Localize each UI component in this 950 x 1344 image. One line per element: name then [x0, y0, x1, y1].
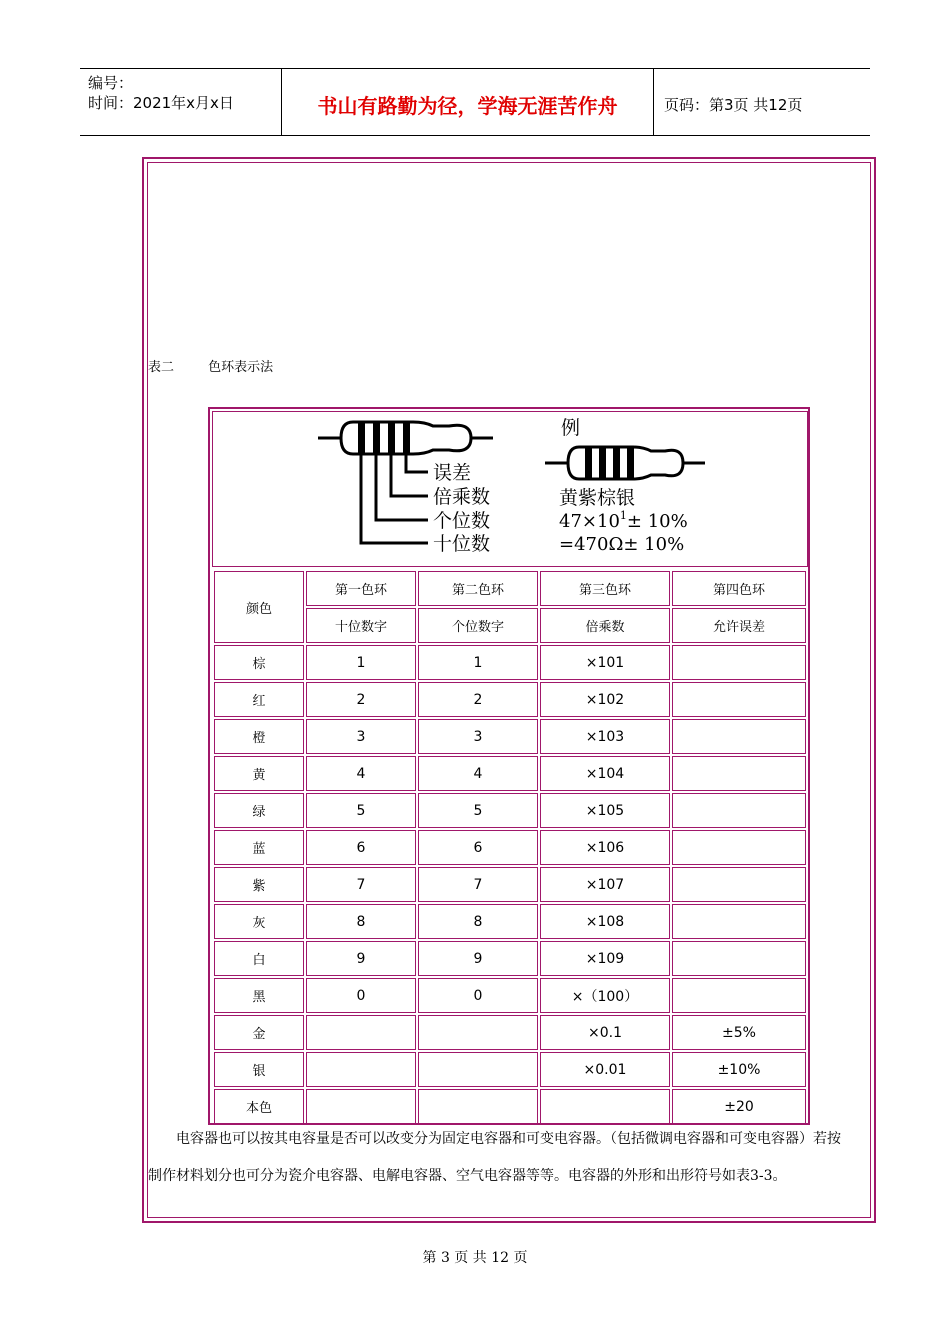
motto: 书山有路勤为径，学海无涯苦作舟 — [282, 69, 654, 135]
cell-units: 3 — [418, 719, 538, 754]
page-header — [80, 68, 870, 136]
table-row — [214, 1052, 806, 1087]
cell-multiplier: ×106 — [540, 830, 670, 865]
example-result: =470Ω± 10% — [559, 534, 685, 555]
cell-color: 白 — [214, 941, 304, 976]
header-left-cell — [80, 69, 282, 135]
cell-tolerance — [672, 756, 806, 791]
cell-color: 银 — [214, 1052, 304, 1087]
cell-units — [418, 1089, 538, 1124]
table-row — [214, 645, 806, 680]
cell-tens: 0 — [306, 978, 416, 1013]
cell-units — [418, 1015, 538, 1050]
cell-tens: 6 — [306, 830, 416, 865]
cell-tolerance — [672, 941, 806, 976]
cell-multiplier: ×104 — [540, 756, 670, 791]
cell-tolerance — [672, 830, 806, 865]
cell-tens: 2 — [306, 682, 416, 717]
header-band-2: 第二色环 — [418, 571, 538, 606]
cell-multiplier: ×101 — [540, 645, 670, 680]
table-title: 色环表示法 — [208, 360, 274, 375]
table-row — [214, 793, 806, 828]
cell-tolerance — [672, 904, 806, 939]
header-band-1: 第一色环 — [306, 571, 416, 606]
cell-tens: 9 — [306, 941, 416, 976]
cell-tens — [306, 1052, 416, 1087]
table-row — [214, 867, 806, 902]
label-tens-digit: 十位数 — [433, 533, 491, 555]
cell-multiplier: ×0.01 — [540, 1052, 670, 1087]
cell-tolerance — [672, 978, 806, 1013]
cell-units: 4 — [418, 756, 538, 791]
cell-multiplier: ×107 — [540, 867, 670, 902]
table-row — [214, 682, 806, 717]
header-band-3: 第三色环 — [540, 571, 670, 606]
number-label: 编号： — [88, 74, 134, 92]
cell-tens: 7 — [306, 867, 416, 902]
header-units-digit: 个位数字 — [418, 608, 538, 643]
cell-units: 8 — [418, 904, 538, 939]
header-color: 颜色 — [214, 571, 304, 643]
header-tolerance: 允许误差 — [672, 608, 806, 643]
cell-tens: 3 — [306, 719, 416, 754]
cell-color: 本色 — [214, 1089, 304, 1124]
paragraph-line-1: 电容器也可以按其电容量是否可以改变分为固定电容器和可变电容器。（包括微调电容器和可变电容器）若按 — [176, 1131, 841, 1147]
cell-units: 0 — [418, 978, 538, 1013]
cell-color: 红 — [214, 682, 304, 717]
cell-tens: 8 — [306, 904, 416, 939]
cell-color: 黑 — [214, 978, 304, 1013]
cell-multiplier: ×102 — [540, 682, 670, 717]
time-label: 时间：2021年x月x日 — [88, 94, 234, 112]
cell-units: 1 — [418, 645, 538, 680]
cell-units — [418, 1052, 538, 1087]
cell-color: 金 — [214, 1015, 304, 1050]
cell-multiplier: ×109 — [540, 941, 670, 976]
table-row — [214, 756, 806, 791]
cell-multiplier: ×103 — [540, 719, 670, 754]
cell-color: 黄 — [214, 756, 304, 791]
resistor-diagram-svg — [213, 412, 809, 568]
table-row — [214, 904, 806, 939]
cell-tolerance — [672, 867, 806, 902]
cell-tolerance — [672, 645, 806, 680]
example-formula-base: 47×10 — [559, 511, 620, 532]
cell-tolerance: ±20 — [672, 1089, 806, 1124]
cell-units: 7 — [418, 867, 538, 902]
example-colors: 黄紫棕银 — [559, 487, 636, 509]
cell-color: 蓝 — [214, 830, 304, 865]
cell-multiplier — [540, 1089, 670, 1124]
paragraph-line-2: 制作材料划分也可分为瓷介电容器、电解电容器、空气电容器等等。电容器的外形和出形符号如表3-3。 — [148, 1168, 787, 1184]
cell-multiplier: ×108 — [540, 904, 670, 939]
color-code-table — [212, 569, 808, 1126]
table-row — [214, 1015, 806, 1050]
table-row — [214, 978, 806, 1013]
header-tens-digit: 十位数字 — [306, 608, 416, 643]
table-row — [214, 1089, 806, 1124]
cell-tens: 1 — [306, 645, 416, 680]
table-caption — [148, 356, 303, 375]
cell-multiplier: ×105 — [540, 793, 670, 828]
example-resistor-illustration — [545, 447, 705, 479]
cell-units: 5 — [418, 793, 538, 828]
cell-color: 紫 — [214, 867, 304, 902]
header-multiplier: 倍乘数 — [540, 608, 670, 643]
table-row — [214, 830, 806, 865]
label-multiplier: 倍乘数 — [433, 486, 491, 508]
cell-tolerance — [672, 719, 806, 754]
page-footer: 第 3 页 共 12 页 — [422, 1250, 528, 1266]
table-row — [214, 719, 806, 754]
label-tolerance: 误差 — [433, 462, 472, 484]
cell-units: 6 — [418, 830, 538, 865]
example-formula-tol: ± 10% — [626, 511, 688, 532]
resistor-diagram — [212, 411, 808, 567]
cell-units: 9 — [418, 941, 538, 976]
cell-color: 橙 — [214, 719, 304, 754]
cell-tens: 4 — [306, 756, 416, 791]
cell-tolerance: ±5% — [672, 1015, 806, 1050]
cell-tolerance — [672, 682, 806, 717]
example-formula-exp: 1 — [619, 509, 627, 522]
cell-color: 绿 — [214, 793, 304, 828]
label-units-digit: 个位数 — [433, 510, 491, 532]
page-info: 页码：第3页 共12页 — [664, 95, 803, 114]
cell-tolerance — [672, 793, 806, 828]
header-band-4: 第四色环 — [672, 571, 806, 606]
table-number: 表二 — [148, 360, 175, 375]
cell-tens — [306, 1015, 416, 1050]
cell-multiplier: ×0.1 — [540, 1015, 670, 1050]
cell-units: 2 — [418, 682, 538, 717]
cell-color: 灰 — [214, 904, 304, 939]
example-title: 例 — [561, 417, 581, 439]
cell-tolerance: ±10% — [672, 1052, 806, 1087]
cell-color: 棕 — [214, 645, 304, 680]
cell-tens: 5 — [306, 793, 416, 828]
example-formula — [559, 509, 688, 532]
color-code-table-wrapper — [208, 407, 810, 1125]
table-header-row-1 — [214, 571, 806, 606]
table-row — [214, 941, 806, 976]
cell-multiplier: ×（100） — [540, 978, 670, 1013]
cell-tens — [306, 1089, 416, 1124]
